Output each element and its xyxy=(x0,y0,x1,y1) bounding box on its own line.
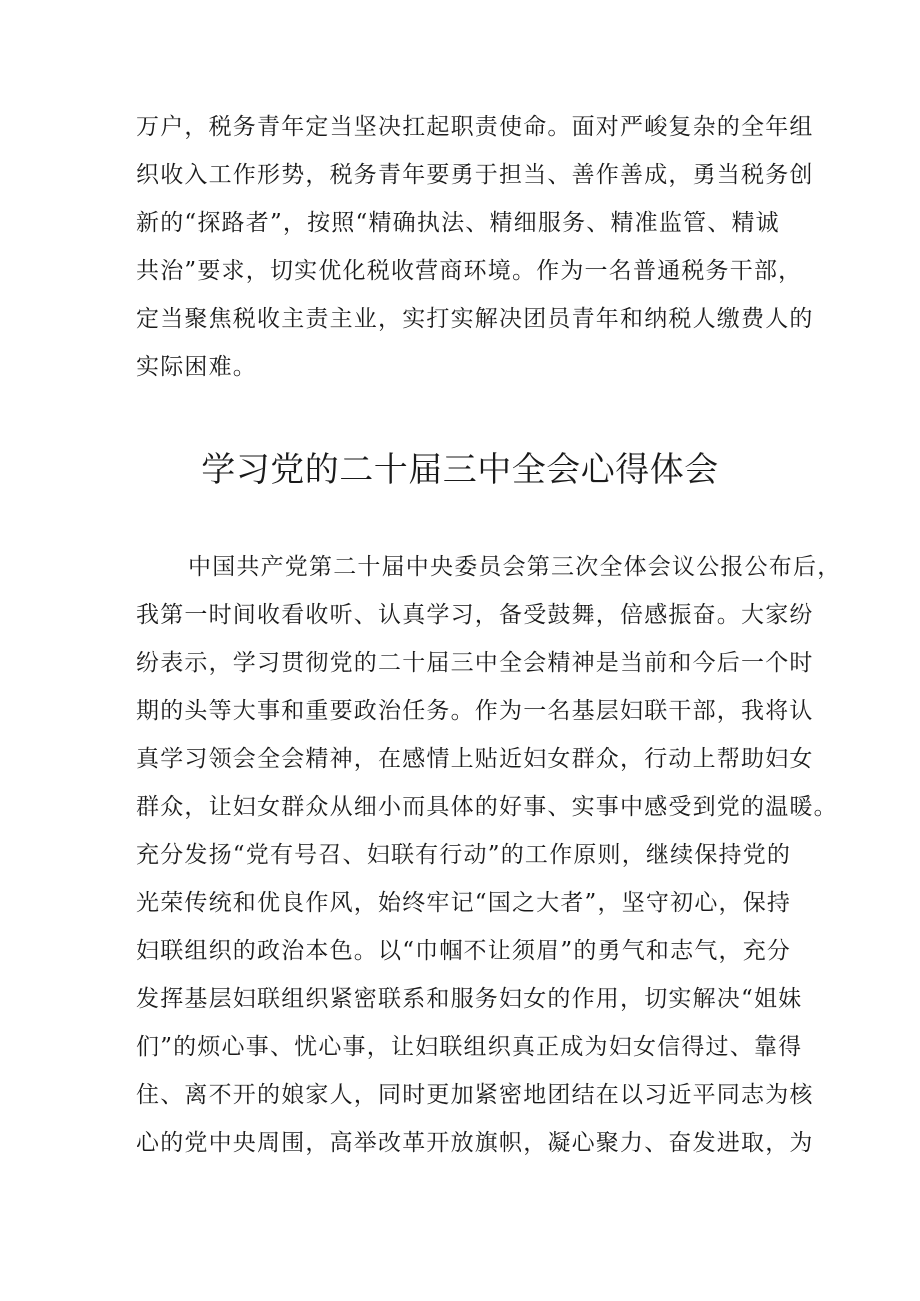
paragraph-line: 新的“探路者”，按照“精确执法、精细服务、精准监管、精诚 xyxy=(136,210,780,236)
paragraph-line: 万户，税务青年定当坚决扛起职责使命。面对严峻复杂的全年组 xyxy=(136,114,814,140)
paragraph-line: 群众，让妇女群众从细小而具体的好事、实事中感受到党的温暖。 xyxy=(136,794,838,820)
paragraph-line: 定当聚焦税收主责主业，实打实解决团员青年和纳税人缴费人的 xyxy=(136,306,814,332)
paragraph-line: 妇联组织的政治本色。以“巾帼不让须眉”的勇气和志气，充分 xyxy=(136,938,792,964)
top-paragraph xyxy=(136,103,814,391)
paragraph-line: 心的党中央周围，高举改革开放旗帜，凝心聚力、奋发进取，为 xyxy=(136,1130,814,1156)
paragraph-line: 光荣传统和优良作风，始终牢记“国之大者”，坚守初心，保持 xyxy=(136,890,792,916)
paragraph-line: 发挥基层妇联组织紧密联系和服务妇女的作用，切实解决“姐妹 xyxy=(136,986,803,1012)
paragraph-line: 实际困难。 xyxy=(136,354,257,380)
paragraph-line: 充分发扬“党有号召、妇联有行动”的工作原则，继续保持党的 xyxy=(136,842,792,868)
paragraph-line: 纷表示，学习贯彻党的二十届三中全会精神是当前和今后一个时 xyxy=(136,650,814,676)
paragraph-line: 真学习领会全会精神，在感情上贴近妇女群众，行动上帮助妇女 xyxy=(136,746,814,772)
paragraph-line: 共治”要求，切实优化税收营商环境。作为一名普通税务干部， xyxy=(136,258,803,284)
paragraph-line: 住、离不开的娘家人，同时更加紧密地团结在以习近平同志为核 xyxy=(136,1082,814,1108)
paragraph-line: 织收入工作形势，税务青年要勇于担当、善作善成，勇当税务创 xyxy=(136,162,814,188)
document-title: 学习党的二十届三中全会心得体会 xyxy=(201,450,719,490)
body-paragraph xyxy=(136,543,842,1167)
paragraph-line: 我第一时间收看收听、认真学习，备受鼓舞，倍感振奋。大家纷 xyxy=(136,602,814,628)
paragraph-line: 们”的烦心事、忧心事，让妇联组织真正成为妇女信得过、靠得 xyxy=(136,1034,803,1060)
paragraph-line: 中国共产党第二十届中央委员会第三次全体会议公报公布后， xyxy=(188,554,842,580)
paragraph-line: 期的头等大事和重要政治任务。作为一名基层妇联干部，我将认 xyxy=(136,698,814,724)
